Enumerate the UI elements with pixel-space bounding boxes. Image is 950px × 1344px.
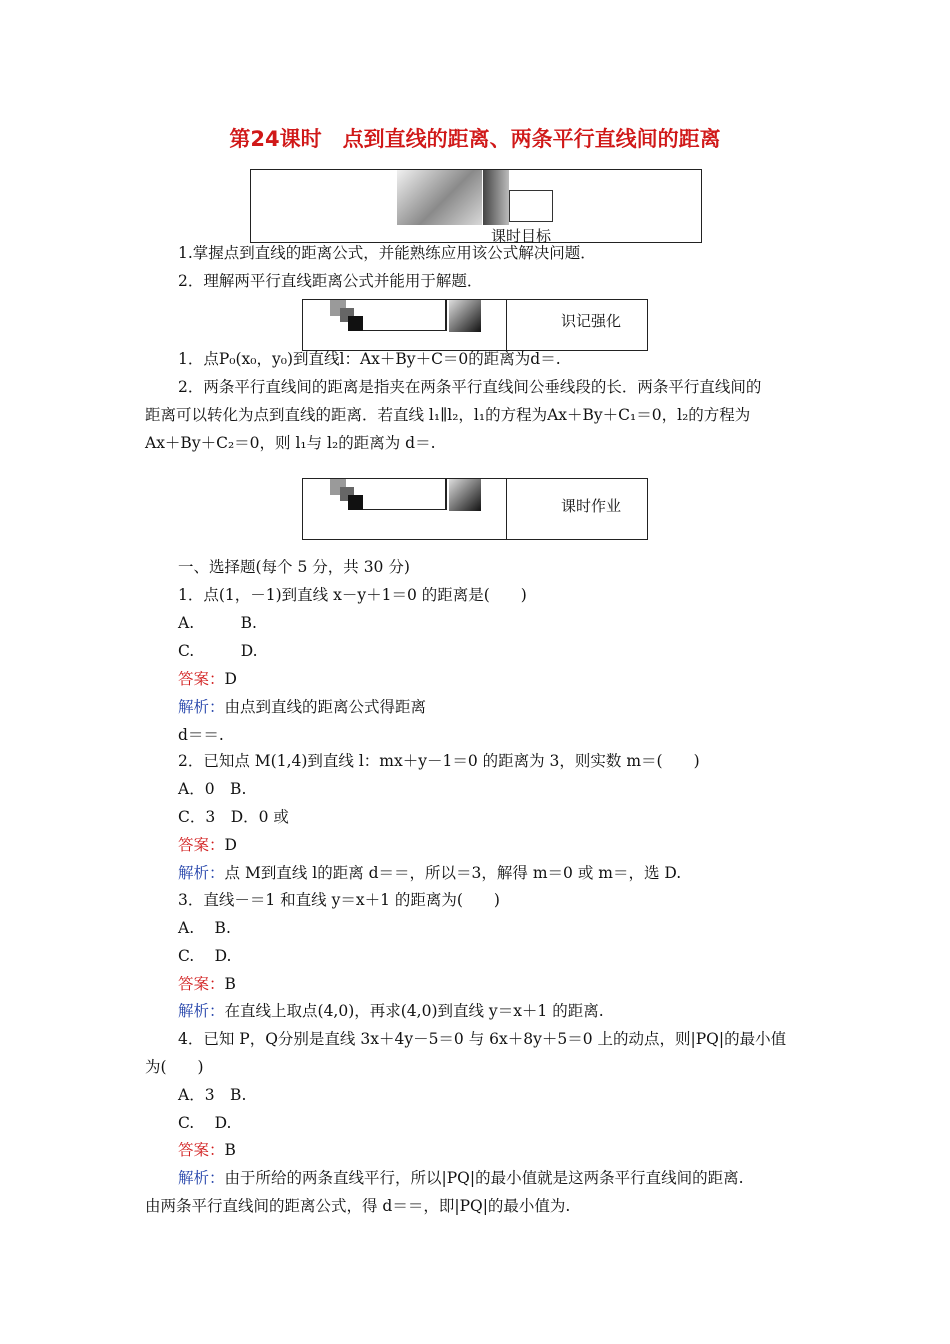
banner-separator — [506, 479, 507, 539]
q3-options-ab: A. B. — [178, 919, 231, 937]
answer-value: D — [224, 670, 237, 688]
section-label-goals: 课时目标 — [491, 227, 552, 245]
memo-point-1: 1．点P₀(x₀，y₀)到直线l：Ax＋By＋C＝0的距离为d＝. — [178, 350, 561, 368]
analysis-label: 解析： — [178, 864, 225, 882]
banner-gradient-graphic — [397, 170, 482, 225]
q4-options-cd: C. D. — [178, 1114, 232, 1132]
q4-analysis-2: 由两条平行直线间的距离公式，得 d＝＝，即|PQ|的最小值为. — [145, 1197, 571, 1215]
q2-options-ab: A．0 B. — [178, 780, 247, 798]
q2-answer — [178, 835, 237, 855]
q3-options-cd: C. D. — [178, 947, 232, 965]
banner-separator — [506, 300, 507, 350]
q4-options-ab: A．3 B. — [178, 1086, 247, 1104]
analysis-text: 在直线上取点(4,0)，再求(4,0)到直线 y＝x＋1 的距离. — [224, 1002, 604, 1020]
analysis-text: 由于所给的两条直线平行，所以|PQ|的最小值就是这两条平行直线间的距离. — [224, 1169, 744, 1187]
banner-corner-graphic — [449, 479, 481, 511]
q4-answer — [178, 1140, 236, 1160]
q4-analysis — [178, 1168, 744, 1188]
section-banner-goals — [250, 169, 702, 243]
answer-value: B — [224, 975, 236, 993]
answer-label: 答案： — [178, 1141, 225, 1159]
q1-answer — [178, 669, 237, 689]
q1-analysis-2: d＝＝. — [178, 726, 224, 744]
section-banner-homework — [302, 478, 648, 540]
q1-options-ab: A. B. — [178, 614, 257, 632]
section-label-memo: 识记强化 — [561, 312, 622, 330]
q4-stem: 4．已知 P，Q分别是直线 3x＋4y－5＝0 与 6x＋8y＋5＝0 上的动点，则|PQ|的最小值 — [178, 1030, 787, 1048]
homework-heading: 一、选择题(每个 5 分，共 30 分) — [178, 558, 410, 576]
answer-value: B — [224, 1141, 236, 1159]
q1-options-cd: C. D. — [178, 642, 258, 660]
banner-rule — [363, 330, 445, 331]
analysis-label: 解析： — [178, 1169, 225, 1187]
answer-label: 答案： — [178, 975, 225, 993]
memo-point-2b: 距离可以转化为点到直线的距离．若直线 l₁∥l₂，l₁的方程为Ax＋By＋C₁＝0，l₂的方程为 — [145, 406, 751, 424]
analysis-text: 由点到直线的距离公式得距离 — [224, 698, 427, 716]
answer-value: D — [224, 836, 237, 854]
section-label-homework: 课时作业 — [561, 497, 622, 515]
banner-bar-graphic — [483, 170, 509, 225]
banner-divider — [445, 300, 447, 331]
q1-stem: 1．点(1，－1)到直线 x－y＋1＝0 的距离是( ) — [178, 586, 527, 604]
q3-answer — [178, 974, 236, 994]
q4-stem-2: 为( ) — [145, 1058, 204, 1076]
analysis-text: 点 M到直线 l的距离 d＝＝，所以＝3，解得 m＝0 或 m＝，选 D. — [224, 864, 682, 882]
banner-corner-graphic — [449, 300, 481, 332]
goal-1: 1.掌握点到直线的距离公式，并能熟练应用该公式解决问题． — [178, 244, 596, 262]
banner-square-black — [348, 316, 363, 331]
memo-point-2a: 2．两条平行直线间的距离是指夹在两条平行直线间公垂线段的长．两条平行直线间的 — [178, 378, 762, 396]
banner-divider — [445, 479, 447, 510]
q1-analysis — [178, 697, 426, 717]
answer-label: 答案： — [178, 670, 225, 688]
goal-2: 2．理解两平行直线距离公式并能用于解题． — [178, 272, 483, 290]
q2-options-cd: C．3 D．0 或 — [178, 808, 289, 826]
q3-analysis — [178, 1001, 604, 1021]
analysis-label: 解析： — [178, 698, 225, 716]
memo-point-2c: Ax＋By＋C₂＝0，则 l₁与 l₂的距离为 d＝. — [145, 434, 436, 452]
q3-stem: 3．直线－＝1 和直线 y＝x＋1 的距离为( ) — [178, 891, 500, 909]
section-banner-memo — [302, 299, 648, 351]
banner-rule — [363, 509, 445, 510]
q2-analysis — [178, 863, 681, 883]
banner-tab-outline — [509, 190, 553, 222]
page-title: 第24课时 点到直线的距离、两条平行直线间的距离 — [229, 127, 721, 151]
answer-label: 答案： — [178, 836, 225, 854]
analysis-label: 解析： — [178, 1002, 225, 1020]
q2-stem: 2．已知点 M(1,4)到直线 l：mx＋y－1＝0 的距离为 3，则实数 m＝( ) — [178, 752, 700, 770]
banner-square-black — [348, 495, 363, 510]
